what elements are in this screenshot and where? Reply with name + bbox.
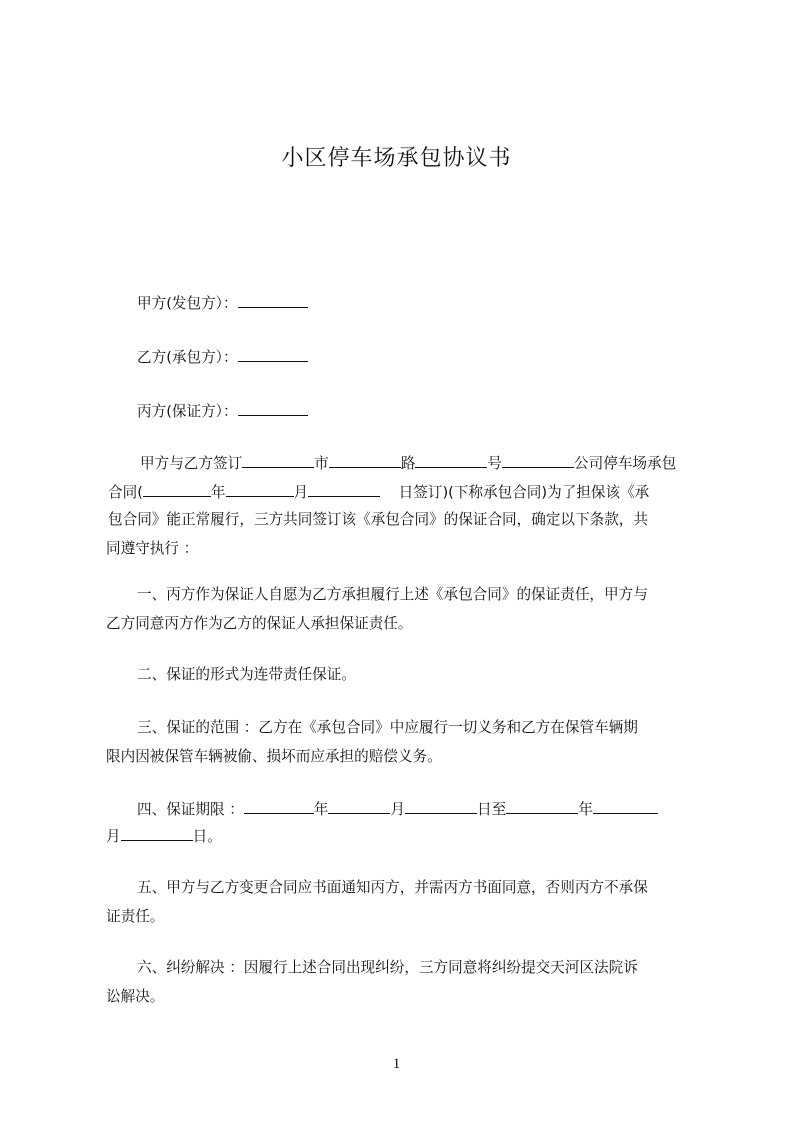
term-start-month-blank[interactable]: [328, 798, 390, 814]
party-a-blank[interactable]: [238, 292, 308, 308]
road-label: 路: [400, 455, 416, 472]
intro-line-3: 包合同》能正常履行，三方共同签订该《承包合同》的保证合同，确定以下条款，共: [108, 511, 648, 528]
party-a-label: 甲方(发包方）：: [137, 295, 238, 312]
clause-3-line-1: 三、保证的范围 ：乙方在《承包合同》中应履行一切义务和乙方在保管车辆期: [137, 719, 638, 736]
clause-3-line-2: 限内因被保管车辆被偷、损坏而应承担的赔偿义务。: [106, 748, 442, 765]
clause-6-line-1: 六、纠纷解决 ：因履行上述合同出现纠纷，三方同意将纠纷提交天河区法院诉: [137, 959, 638, 976]
term-year2-label: 年: [578, 801, 593, 818]
party-b-line: [137, 346, 737, 368]
term-label: 四、保证期限 ：: [137, 801, 244, 818]
clause-1-line-2: 乙方同意丙方作为乙方的保证人承担保证责任。: [106, 615, 413, 632]
city-label: 市: [314, 455, 329, 472]
month-label: 月: [293, 484, 309, 501]
clause-1-line-1: 一、丙方作为保证人自愿为乙方承担履行上述《承包合同》的保证责任，甲方与: [137, 586, 648, 603]
party-a-line: [137, 292, 737, 314]
party-b-label: 乙方(承包方）：: [137, 349, 238, 366]
document-title: 小区停车场承包协议书: [281, 146, 512, 171]
year-label: 年: [210, 484, 226, 501]
party-c-blank[interactable]: [238, 400, 308, 416]
term-year-label: 年: [313, 801, 329, 818]
clause-5-line-2: 证责任。: [106, 908, 165, 925]
year-blank[interactable]: [143, 481, 211, 497]
party-c-label: 丙方(保证方）：: [137, 403, 238, 420]
term-end-day-blank[interactable]: [121, 825, 193, 841]
day-signed-label: 日签订)(下称承包合同)为了担保该《承: [398, 484, 650, 501]
road-blank[interactable]: [329, 452, 401, 468]
party-c-line: [137, 400, 737, 422]
company-label: 公司停车场承包: [574, 455, 677, 472]
term-day-to-label: 日至: [477, 801, 507, 818]
intro-line-1: [140, 452, 740, 474]
clause-2: 二、保证的形式为连带责任保证。: [137, 666, 356, 683]
term-month-label: 月: [390, 801, 406, 818]
day-blank[interactable]: [308, 481, 380, 497]
party-b-blank[interactable]: [238, 346, 308, 362]
term-start-day-blank[interactable]: [405, 798, 477, 814]
number-blank[interactable]: [415, 452, 487, 468]
company-blank[interactable]: [502, 452, 574, 468]
intro-line-2: [108, 481, 708, 503]
term-day2-label: 日。: [192, 828, 222, 845]
term-end-year-blank[interactable]: [506, 798, 578, 814]
intro-text: 甲方与乙方签订: [140, 455, 243, 472]
clause-6-line-2: 讼解决。: [106, 988, 165, 1005]
city-blank[interactable]: [242, 452, 314, 468]
month-blank[interactable]: [226, 481, 294, 497]
number-label: 号: [487, 455, 502, 472]
clause-4-line-2: [106, 825, 706, 847]
term-end-month-blank[interactable]: [593, 798, 658, 814]
term-month2-label: 月: [106, 828, 121, 845]
clause-5-line-1: 五、甲方与乙方变更合同应书面通知丙方，并需丙方书面同意，否则丙方不承保: [137, 879, 648, 896]
clause-4-line-1: [137, 798, 737, 820]
page-number: 1: [392, 1056, 401, 1072]
contract-open: 合同(: [108, 484, 143, 501]
term-start-year-blank[interactable]: [244, 798, 314, 814]
intro-line-4: 同遵守执行 ：: [106, 540, 199, 557]
